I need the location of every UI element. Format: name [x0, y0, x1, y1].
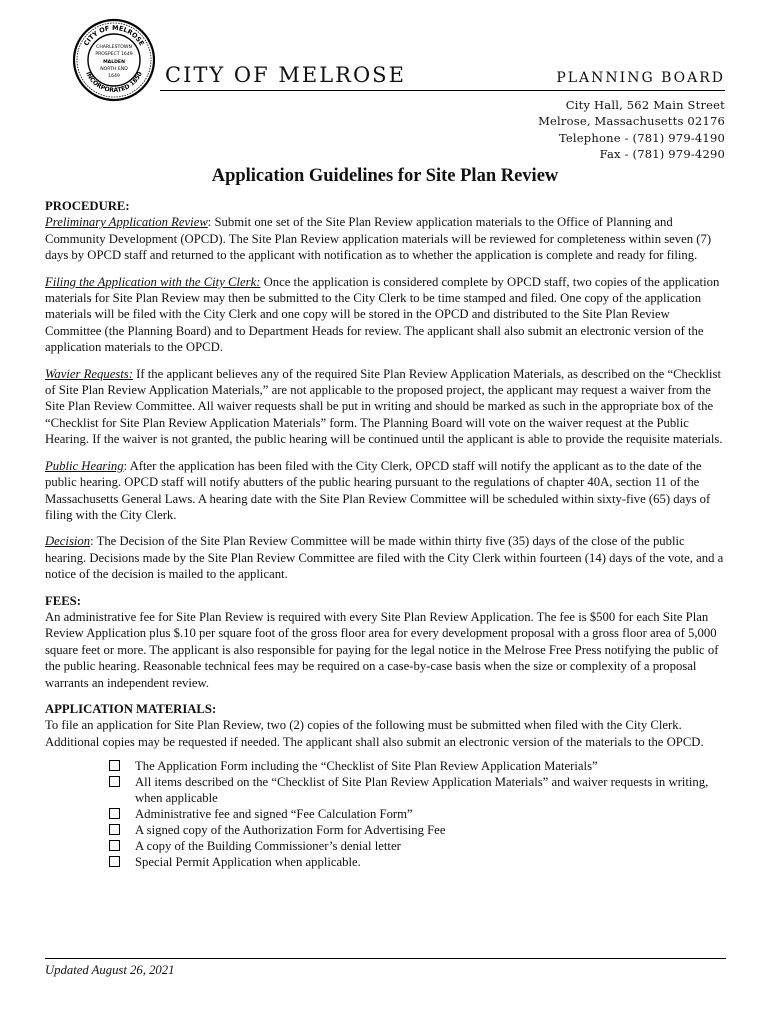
svg-text:CITY OF MELROSE: CITY OF MELROSE: [82, 23, 146, 48]
fees-paragraph: An administrative fee for Site Plan Review is required with every Site Plan Review Application. The fee is $500 for each Site Plan Review Application plus $.10 per square foot of the gross floor area for every development proposal with a gross floor area of 5,000 square feet or more. The applicant is also responsible for paying for the legal notice in the Melrose Free Press notifying the public of the public hearing. Reasonable technical fees may be required on a case-by-case basis when the size or complexity of a proposal warrants an independent review.: [45, 609, 719, 690]
document-body: [45, 198, 726, 870]
svg-text:INCORPORATED 1850: INCORPORATED 1850: [84, 70, 144, 95]
header-divider: [160, 90, 725, 91]
department-name: PLANNING BOARD: [556, 70, 725, 86]
updated-date: Updated August 26, 2021: [45, 963, 175, 977]
fees-heading: FEES:: [45, 593, 81, 608]
procedure-paragraph: Decision: The Decision of the Site Plan Review Committee will be made within thirty five (35) days of the close of the public hearing. Decisions made by the Site Plan Review Committee are filed with the City Clerk within fourteen (14) days of the vote, and a notice of the decision is mailed to the applicant.: [45, 534, 724, 582]
checklist-item: The Application Form including the “Checklist of Site Plan Review Application Materials”: [109, 758, 726, 774]
checklist-item: A signed copy of the Authorization Form for Advertising Fee: [109, 822, 726, 838]
checkbox-icon[interactable]: [109, 840, 120, 851]
paragraph-label: Decision: [45, 534, 91, 549]
procedure-paragraph: Preliminary Application Review: Submit one set of the Site Plan Review application materials to the Office of Planning and Community Development (OPCD). The Site Plan Review application materials will be reviewed for completeness within seven (7) days by OPCD staff and returned to the applicant with notification as to whether the application is complete and ready for filing.: [45, 215, 712, 263]
checklist-item: All items described on the “Checklist of Site Plan Review Application Materials” and waiver requests in writing, when applicable: [109, 774, 726, 806]
checklist-item: Special Permit Application when applicable.: [109, 854, 726, 870]
address-line: City Hall, 562 Main Street: [565, 98, 725, 112]
svg-text:MALDEN: MALDEN: [103, 60, 125, 65]
telephone-line: Telephone - (781) 979-4190: [558, 130, 725, 145]
fax-line: Fax - (781) 979-4290: [599, 146, 725, 161]
checkbox-icon[interactable]: [109, 824, 120, 835]
footer-divider: [45, 958, 726, 959]
svg-text:CHARLESTOWN: CHARLESTOWN: [96, 45, 132, 50]
checklist-item: A copy of the Building Commissioner’s denial letter: [109, 838, 726, 854]
materials-checklist: [109, 758, 726, 870]
address-line: Melrose, Massachusetts 02176: [538, 114, 725, 129]
checklist-item: Administrative fee and signed “Fee Calculation Form”: [109, 806, 726, 822]
checkbox-icon[interactable]: [109, 760, 120, 771]
materials-heading: APPLICATION MATERIALS:: [45, 701, 217, 716]
document-title: Application Guidelines for Site Plan Review: [211, 166, 559, 186]
paragraph-label: Filing the Application with the City Clerk:: [45, 274, 261, 289]
procedure-paragraph: Public Hearing: After the application has been filed with the City Clerk, OPCD staff will notify the applicant as to the date of the public hearing. OPCD staff will notify abutters of the public hearing pursuant to the regulations of chapter 40A, section 11 of the Massachusetts General Laws. A hearing date with the Site Plan Review Committee will be scheduled within sixty-five (65) days of filing with the City Clerk.: [45, 458, 711, 522]
svg-text:NORTH END: NORTH END: [100, 67, 128, 72]
paragraph-label: Preliminary Application Review: [45, 215, 208, 230]
contact-address-block: [538, 97, 725, 162]
checkbox-icon[interactable]: [109, 808, 120, 819]
city-seal-logo: [72, 18, 156, 102]
svg-text:PROSPECT 1649: PROSPECT 1649: [95, 52, 133, 57]
paragraph-label: Wavier Requests:: [45, 366, 133, 381]
paragraph-label: Public Hearing: [45, 458, 124, 473]
procedure-paragraph: Wavier Requests: If the applicant believes any of the required Site Plan Review Application Materials, as described on the “Checklist of Site Plan Review Application Materials,” are not applicable to the proposed project, the applicant may request a waiver from the Site Plan Review Committee. All waiver requests shall be put in writing and should be marked as such in the appropriate box of the “Checklist for Site Plan Review Application Materials” form. The Planning Board will vote on the waiver request at the Public Hearing. If the waiver is not granted, the public hearing will be continued until the applicant is able to provide the requisite materials.: [45, 366, 723, 447]
procedure-paragraph: Filing the Application with the City Clerk: Once the application is considered complete by OPCD staff, two copies of the application materials for Site Plan Review may then be submitted to the City Clerk to be time stamped and filed. One copy of the application materials will be filed with the City Clerk and one copy will be stored in the OPCD and distributed to the Site Plan Review Committee (the Planning Board) and to Department Heads for review. The applicant shall also submit an electronic version of the application materials to the OPCD.: [45, 274, 720, 355]
checkbox-icon[interactable]: [109, 856, 120, 867]
procedure-heading: PROCEDURE:: [45, 199, 130, 213]
svg-text:1649: 1649: [108, 74, 120, 79]
materials-paragraph: To file an application for Site Plan Review, two (2) copies of the following must be submitted when filed with the City Clerk. Additional copies may be requested if needed. The applicant shall also submit an electronic version of the materials to the OPCD.: [45, 718, 704, 749]
checkbox-icon[interactable]: [109, 776, 120, 787]
city-name: CITY OF MELROSE: [165, 63, 406, 87]
